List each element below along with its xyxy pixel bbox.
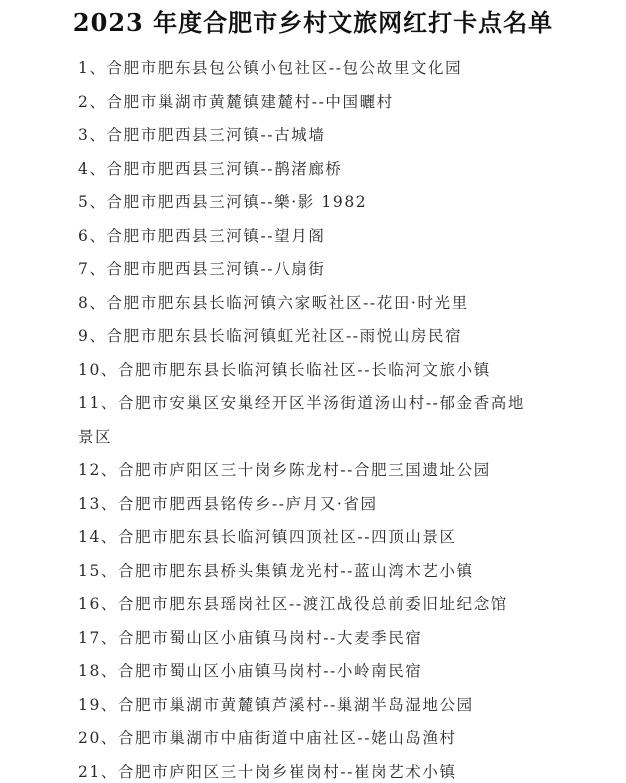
list-item: 15、合肥市肥东县桥头集镇龙光村--蓝山湾木艺小镇: [78, 561, 474, 580]
list-item: 18、合肥市蜀山区小庙镇马岗村--小岭南民宿: [78, 662, 423, 680]
list-item: 7、合肥市肥西县三河镇--八扇街: [78, 260, 326, 278]
list-item: 10、合肥市肥东县长临河镇长临社区--长临河文旅小镇: [78, 360, 491, 379]
list-item-continuation: 景区: [78, 427, 113, 446]
list-item: 2、合肥市巢湖市黄麓镇建麓村--中国曬村: [78, 92, 394, 111]
list-item: 3、合肥市肥西县三河镇--古城墙: [78, 126, 326, 144]
document-title: 2023 年度合肥市乡村文旅网红打卡点名单: [72, 8, 554, 37]
list-item: 17、合肥市蜀山区小庙镇马岗村--大麦季民宿: [78, 628, 423, 647]
list-item: 20、合肥市巢湖市中庙街道中庙社区--姥山岛渔村: [78, 729, 457, 747]
list-item: 14、合肥市肥东县长临河镇四顶社区--四顶山景区: [78, 528, 457, 546]
list-item: 9、合肥市肥东县长临河镇虹光社区--雨悦山房民宿: [78, 327, 463, 345]
list-item: 8、合肥市肥东县长临河镇六家畈社区--花田·时光里: [78, 293, 469, 312]
list-item: 11、合肥市安巢区安巢经开区半汤街道汤山村--郁金香高地: [78, 394, 525, 412]
list-item: 16、合肥市肥东县瑶岗社区--渡江战役总前委旧址纪念馆: [78, 595, 508, 613]
list-item: 5、合肥市肥西县三河镇--樂·影 1982: [78, 193, 368, 211]
list-item: 1、合肥市肥东县包公镇小包社区--包公故里文化园: [78, 59, 463, 77]
list-item: 4、合肥市肥西县三河镇--鹊渚廊桥: [78, 159, 343, 178]
list-item: 12、合肥市庐阳区三十岗乡陈龙村--合肥三国遗址公园: [78, 461, 491, 479]
list-item: 21、合肥市庐阳区三十岗乡崔岗村--崔岗艺术小镇: [78, 762, 457, 781]
list-item: 13、合肥市肥西县铭传乡--庐月又·省园: [78, 494, 378, 513]
list-item: 6、合肥市肥西县三河镇--望月阁: [78, 226, 326, 245]
list-item: 19、合肥市巢湖市黄麓镇芦溪村--巢湖半岛湿地公园: [78, 695, 474, 714]
checkin-spot-list: [0, 52, 626, 783]
